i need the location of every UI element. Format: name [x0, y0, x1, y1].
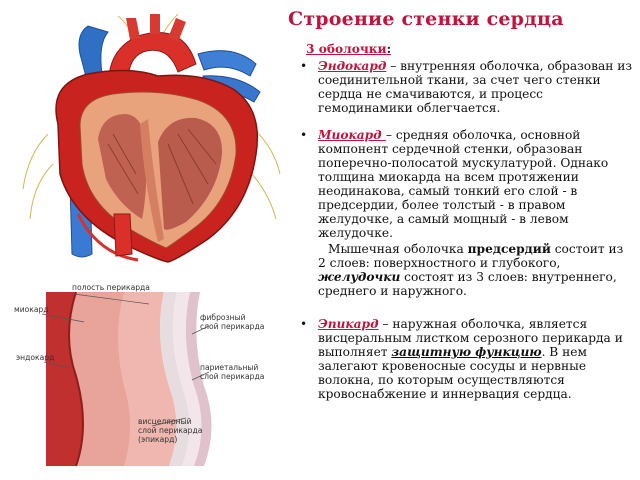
bullet: •: [300, 317, 308, 331]
epicard-text-2: . В нем залегают кровеносные сосуды и нервные волокна, по которым осуществляются кровоснабжение и иннервация сердца.: [318, 345, 587, 401]
heart-section-illustration: [18, 14, 288, 264]
muscle-text-3: состоят из 3 слоев: внутреннего, среднего и наружного.: [318, 270, 617, 298]
epicard-text-1: – наружная оболочка, является висцеральным листком серозного перикарда и выполняет: [318, 317, 623, 359]
label-endocard: эндокард: [16, 353, 55, 362]
myocard-item: [300, 128, 632, 240]
label-visceral-3: (эпикард): [138, 435, 178, 444]
bullet: •: [300, 128, 308, 142]
endocard-text: – внутренняя оболочка, образован из соединительной ткани, за счет чего стенки сердца не смачиваются, и процесс гемодинамики облегчается.: [318, 59, 632, 115]
label-visceral-2: слой перикарда: [138, 426, 203, 435]
label-myocard: миокард: [14, 305, 49, 314]
heart-wall-layers-diagram: [14, 276, 284, 476]
label-parietal-1: париетальный: [200, 363, 259, 372]
muscle-bold-ventricles: желудочки: [318, 270, 401, 284]
muscle-text-2: состоит из 2 слоев: поверхностного и глубокого,: [318, 242, 624, 270]
subheading: 3 оболочки:: [306, 42, 392, 56]
label-parietal-2: слой перикарда: [200, 372, 265, 381]
endocard-term: Эндокард: [318, 59, 387, 73]
label-visceral-1: висцелярный: [138, 417, 192, 426]
epicard-bold-protective: защитную функцию: [391, 345, 542, 359]
epicard-term: Эпикард: [318, 317, 379, 331]
muscle-text-1: Мышечная оболочка: [328, 242, 468, 256]
label-fibrous-1: фиброзный: [200, 313, 246, 322]
muscle-paragraph: [300, 242, 632, 298]
myocard-term: Миокард: [318, 128, 386, 142]
muscle-bold-atria: предсердий: [467, 242, 551, 256]
epicard-item: [300, 317, 632, 401]
text-column: [300, 42, 632, 401]
myocard-text: – средняя оболочка, основной компонент сердечной стенки, образован поперечно-полосатой мускулатурой. Однако толщина миокарда на всем протяжении неодинакова, самый тонкий его слой - в предсердии, более толстый - в правом желудочке, а самый мощный - в левом желудочке.: [318, 128, 609, 240]
page-title: Строение стенки сердца: [288, 8, 564, 30]
bullet: •: [300, 59, 308, 73]
label-fibrous-2: слой перикарда: [200, 322, 265, 331]
label-pericardial-cavity: полость перикарда: [72, 283, 150, 292]
endocard-item: [300, 59, 632, 115]
